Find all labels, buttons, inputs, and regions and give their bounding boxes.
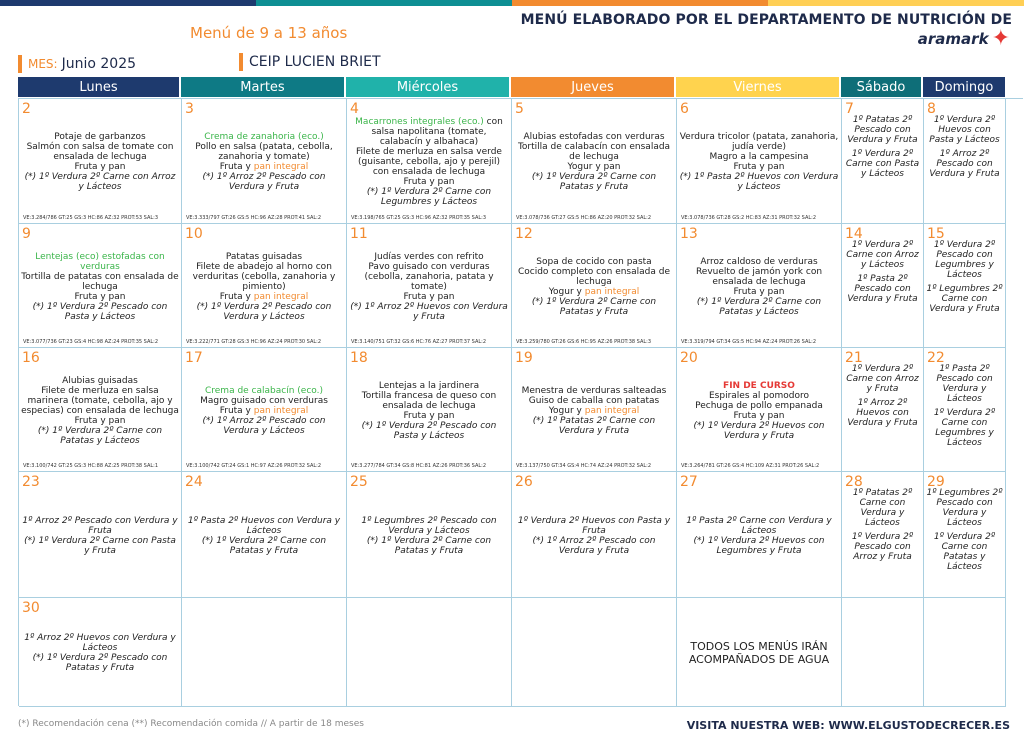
nutrition-info: VE:3.284/786 GT:25 GS:3 HC:86 AZ:32 PROT:53 SAL:3 bbox=[23, 215, 159, 221]
weekend-lunch: 1º Pasta 2º Pescado con Verdura y Lácteos bbox=[936, 364, 993, 404]
nutrition-info: VE:3.222/771 GT:28 GS:3 HC:96 AZ:24 PROT:30 SAL:2 bbox=[186, 339, 322, 345]
day-cell bbox=[677, 99, 842, 224]
dessert: Fruta y pan bbox=[74, 291, 126, 302]
dinner-recommendation: (*) 1º Verdura 2º Carne con Patatas y Lácteos bbox=[37, 425, 163, 446]
nutrition-info: VE:3.140/751 GT:32 GS:6 HC:76 AZ:27 PROT:37 SAL:2 bbox=[351, 339, 487, 345]
weekend-lunch: 1º Verdura 2º Pescado con Legumbres y Lácteos bbox=[933, 240, 996, 280]
dinner-recommendation: (*) 1º Verdura 2º Carne con Pasta y Fruta bbox=[24, 535, 176, 556]
footer-legend: (*) Recomendación cena (**) Recomendación comida // A partir de 18 meses bbox=[18, 719, 364, 729]
dessert: Fruta y pan bbox=[733, 410, 785, 421]
weekend-lunch: 1º Patatas 2º Pescado con Verdura y Fruta bbox=[847, 115, 918, 145]
weekend-dinner: 1º Legumbres 2º Carne con Verdura y Fruta bbox=[926, 284, 1003, 314]
second-course: Tortilla de calabacín con ensalada de lechuga bbox=[517, 142, 671, 162]
dinner-recommendation: (*) 1º Verdura 2º Huevos con Legumbres y Fruta bbox=[693, 535, 825, 556]
day-cell bbox=[512, 224, 677, 348]
second-course: Pollo en salsa (patata, cebolla, zanahoria y tomate) bbox=[195, 142, 333, 162]
first-course bbox=[349, 117, 509, 147]
day-sabado: Sábado bbox=[841, 77, 921, 97]
month-value: Junio 2025 bbox=[61, 56, 137, 72]
day-cell bbox=[182, 348, 347, 472]
menu-calendar bbox=[18, 98, 1023, 706]
day-number: 20 bbox=[680, 350, 698, 366]
day-cell bbox=[512, 99, 677, 224]
weekend-cell bbox=[842, 472, 924, 598]
dessert bbox=[549, 406, 640, 416]
second-course: Filete de merluza en salsa verde (guisante, cebolla, ajo y perejil) con ensalada de lechuga bbox=[356, 147, 502, 177]
second-course: Magro guisado con verduras bbox=[200, 395, 328, 406]
weekend-cell bbox=[842, 348, 924, 472]
day-number: 29 bbox=[927, 474, 945, 490]
nutrition-info: VE:3.078/736 GT:27 GS:5 HC:86 AZ:20 PROT:32 SAL:2 bbox=[516, 215, 652, 221]
day-number: 24 bbox=[185, 474, 203, 490]
dinner-recommendation: (*) 1º Arroz 2º Pescado con Verdura y Lácteos bbox=[202, 415, 326, 436]
dinner-recommendation: (*) 1º Verdura 2º Carne con Patatas y Fruta bbox=[531, 172, 657, 192]
day-number: 11 bbox=[350, 226, 368, 242]
nutrition-info: VE:3.100/742 GT:25 GS:3 HC:88 AZ:25 PROT:38 SAL:1 bbox=[23, 463, 159, 469]
day-cell bbox=[347, 224, 512, 348]
water-note: TODOS LOS MENÚS IRÁN ACOMPAÑADOS DE AGUA bbox=[688, 640, 830, 666]
first-course: Arroz caldoso de verduras bbox=[700, 256, 818, 267]
weekend-dinner: 1º Pasta 2º Pescado con Verdura y Fruta bbox=[847, 274, 918, 304]
first-course: Judías verdes con refrito bbox=[374, 251, 484, 262]
first-course: Alubias guisadas bbox=[62, 375, 138, 386]
day-number: 10 bbox=[185, 226, 203, 242]
day-number: 5 bbox=[515, 101, 524, 117]
dinner-recommendation: (*) 1º Verdura 2º Carne con Patatas y Fruta bbox=[201, 535, 327, 556]
dessert: Fruta y pan bbox=[403, 291, 455, 302]
empty-cell bbox=[512, 598, 677, 707]
dinner-recommendation: (*) 1º Verdura 2º Carne con Patatas y Fruta bbox=[531, 296, 657, 317]
first-course: Sopa de cocido con pasta bbox=[536, 256, 652, 267]
strip-segment bbox=[512, 0, 768, 6]
empty-cell bbox=[924, 598, 1006, 707]
first-course: Lentejas a la jardinera bbox=[378, 380, 480, 391]
second-course: Revuelto de jamón york con ensalada de lechuga bbox=[695, 266, 823, 287]
day-cell bbox=[512, 348, 677, 472]
first-course: Menestra de verduras salteadas bbox=[521, 385, 667, 396]
dessert: Fruta y pan bbox=[733, 162, 785, 172]
day-number: 26 bbox=[515, 474, 533, 490]
lunch-recommendation: 1º Pasta 2º Huevos con Verdura y Lácteos bbox=[187, 515, 341, 536]
dessert: Yogur y pan bbox=[567, 162, 621, 172]
brand-logo bbox=[917, 26, 1010, 51]
day-cell bbox=[182, 99, 347, 224]
day-number: 25 bbox=[350, 474, 368, 490]
day-cell bbox=[19, 224, 182, 348]
dinner-recommendation: (*) 1º Verdura 2º Carne con Patatas y Lácteos bbox=[696, 296, 822, 317]
weekend-lunch: 1º Patatas 2º Carne con Verdura y Lácteos bbox=[852, 488, 913, 528]
nutrition-info: VE:3.264/781 GT:26 GS:4 HC:109 AZ:31 PROT:26 SAL:2 bbox=[681, 463, 820, 469]
nutrition-info: VE:3.333/797 GT:26 GS:5 HC:96 AZ:28 PROT:41 SAL:2 bbox=[186, 215, 322, 221]
dessert-text: Fruta y bbox=[219, 405, 251, 416]
dinner-recommendation: (*) 1º Verdura 2º Pescado con Patatas y Fruta bbox=[32, 653, 168, 673]
dessert-text: Fruta y bbox=[219, 291, 251, 302]
day-number: 7 bbox=[845, 101, 854, 117]
nutrition-info: VE:3.100/742 GT:24 GS:1 HC:97 AZ:26 PROT:32 SAL:2 bbox=[186, 463, 322, 469]
weekday-header bbox=[18, 77, 1023, 97]
day-number: 27 bbox=[680, 474, 698, 490]
bread-integral: pan integral bbox=[253, 291, 309, 302]
nutrition-info: VE:3.319/794 GT:34 GS:5 HC:94 AZ:24 PROT:26 SAL:2 bbox=[681, 339, 817, 345]
day-miercoles: Miércoles bbox=[346, 77, 509, 97]
dinner-recommendation: (*) 1º Verdura 2º Pescado con Pasta y Lácteos bbox=[361, 420, 497, 441]
lunch-recommendation: 1º Pasta 2º Carne con Verdura y Lácteos bbox=[686, 515, 832, 536]
nutrition-info: VE:3.277/784 GT:34 GS:8 HC:81 AZ:26 PROT:36 SAL:2 bbox=[351, 463, 487, 469]
day-cell bbox=[677, 472, 842, 598]
day-cell bbox=[347, 99, 512, 224]
first-course: Crema de calabacín (eco.) bbox=[204, 385, 323, 396]
weekend-dinner: 1º Verdura 2º Carne con Legumbres y Lácteos bbox=[933, 408, 996, 448]
day-number: 18 bbox=[350, 350, 368, 366]
dinner-recommendation: (*) 1º Arroz 2º Pescado con Verdura y Fruta bbox=[202, 172, 326, 192]
second-course: Pechuga de pollo empanada bbox=[695, 400, 823, 411]
water-note-cell bbox=[677, 598, 842, 707]
dinner-recommendation: (*) 1º Verdura 2º Huevos con Verdura y Fruta bbox=[693, 420, 825, 441]
day-domingo: Domingo bbox=[923, 77, 1005, 97]
strip-segment bbox=[256, 0, 512, 6]
day-number: 13 bbox=[680, 226, 698, 242]
day-number: 9 bbox=[22, 226, 31, 242]
second-course: Tortilla de patatas con ensalada de lechuga bbox=[21, 271, 179, 292]
day-number: 17 bbox=[185, 350, 203, 366]
second-course: Salmón con salsa de tomate con ensalada de lechuga bbox=[26, 142, 174, 162]
dinner-recommendation: (*) 1º Arroz 2º Huevos con Verdura y Fruta bbox=[350, 301, 508, 322]
top-color-strip bbox=[0, 0, 1024, 6]
end-of-term-label: FIN DE CURSO bbox=[723, 380, 795, 391]
first-course: Lentejas (eco) estofadas con verduras bbox=[35, 251, 165, 272]
lunch-recommendation: 1º Arroz 2º Pescado con Verdura y Fruta bbox=[22, 515, 178, 536]
day-martes: Martes bbox=[181, 77, 344, 97]
day-number: 21 bbox=[845, 350, 863, 366]
first-course: Potaje de garbanzos bbox=[54, 132, 146, 142]
dessert-text: Fruta y bbox=[219, 162, 251, 172]
day-cell bbox=[347, 348, 512, 472]
dinner-recommendation: (*) 1º Pasta 2º Huevos con Verdura y Lácteos bbox=[679, 172, 839, 192]
weekend-dinner: 1º Verdura 2º Pescado con Arroz y Fruta bbox=[851, 532, 914, 562]
age-title: Menú de 9 a 13 años bbox=[190, 24, 348, 42]
weekend-lunch: 1º Legumbres 2º Pescado con Verdura y Lácteos bbox=[926, 488, 1003, 528]
weekend-lunch: 1º Verdura 2º Carne con Arroz y Lácteos bbox=[846, 240, 919, 270]
weekend-dinner: 1º Arroz 2º Huevos con Verdura y Fruta bbox=[847, 398, 918, 428]
dessert bbox=[549, 287, 640, 297]
day-cell bbox=[677, 224, 842, 348]
dessert: Fruta y pan bbox=[733, 286, 785, 297]
nutrition-info: VE:3.198/765 GT:25 GS:3 HC:96 AZ:32 PROT:35 SAL:3 bbox=[351, 215, 487, 221]
bread-integral: pan integral bbox=[253, 162, 309, 172]
day-number: 12 bbox=[515, 226, 533, 242]
day-cell bbox=[19, 99, 182, 224]
weekend-dinner: 1º Verdura 2º Carne con Patatas y Lácteos bbox=[933, 532, 996, 572]
day-number: 3 bbox=[185, 101, 194, 117]
footer-website: VISITA NUESTRA WEB: WWW.ELGUSTODECRECER.ES bbox=[686, 719, 1010, 730]
dessert bbox=[220, 406, 309, 416]
star-icon: ✦ bbox=[991, 26, 1010, 51]
weekend-cell bbox=[924, 99, 1006, 224]
brand-title: MENÚ ELABORADO POR EL DEPARTAMENTO DE NUTRICIÓN DE bbox=[520, 12, 1012, 28]
weekend-cell bbox=[842, 224, 924, 348]
nutrition-info: VE:3.078/736 GT:28 GS:2 HC:83 AZ:31 PROT:32 SAL:2 bbox=[681, 215, 817, 221]
dessert: Fruta y pan bbox=[403, 410, 455, 421]
weekend-lunch: 1º Verdura 2º Carne con Arroz y Fruta bbox=[846, 364, 919, 394]
weekend-cell bbox=[924, 348, 1006, 472]
day-cell bbox=[677, 348, 842, 472]
dinner-recommendation: (*) 1º Arroz 2º Pescado con Verdura y Fruta bbox=[532, 535, 656, 556]
dessert bbox=[220, 162, 309, 172]
first-course: Alubias estofadas con verduras bbox=[523, 132, 665, 142]
day-number: 14 bbox=[845, 226, 863, 242]
second-course: Tortilla francesa de queso con ensalada de lechuga bbox=[361, 390, 497, 411]
day-jueves: Jueves bbox=[511, 77, 674, 97]
second-course: Cocido completo con ensalada de lechuga bbox=[517, 266, 670, 287]
day-number: 4 bbox=[350, 101, 359, 117]
weekend-cell bbox=[924, 472, 1006, 598]
dinner-recommendation: (*) 1º Verdura 2º Carne con Patatas y Fruta bbox=[366, 535, 492, 556]
first-course: Patatas guisadas bbox=[225, 251, 303, 262]
lunch-recommendation: 1º Arroz 2º Huevos con Verdura y Lácteos bbox=[24, 633, 176, 653]
dinner-recommendation: (*) 1º Verdura 2º Pescado con Pasta y Lácteos bbox=[32, 301, 168, 322]
second-course: Pavo guisado con verduras (cebolla, zanahoria, patata y tomate) bbox=[364, 261, 494, 292]
month-field bbox=[18, 55, 233, 73]
dinner-recommendation: (*) 1º Verdura 2º Carne con Legumbres y Lácteos bbox=[366, 187, 492, 207]
dessert: Fruta y pan bbox=[74, 415, 126, 426]
weekend-cell bbox=[924, 224, 1006, 348]
dessert: Fruta y pan bbox=[403, 177, 455, 187]
day-cell bbox=[512, 472, 677, 598]
day-number: 2 bbox=[22, 101, 31, 117]
first-course: Espirales al pomodoro bbox=[709, 390, 809, 401]
day-number: 15 bbox=[927, 226, 945, 242]
first-course: Verdura tricolor (patata, zanahoria, judía verde) bbox=[679, 132, 839, 152]
dinner-recommendation: (*) 1º Verdura 2º Carne con Arroz y Lácteos bbox=[24, 172, 176, 192]
first-course-rest: con salsa napolitana (tomate, calabacín y albahaca) bbox=[371, 117, 503, 147]
day-cell bbox=[19, 472, 182, 598]
bread-integral: pan integral bbox=[253, 405, 309, 416]
strip-segment bbox=[0, 0, 256, 6]
day-cell bbox=[19, 598, 182, 707]
weekend-dinner: 1º Verdura 2º Carne con Pasta y Lácteos bbox=[845, 149, 920, 179]
school-name: CEIP LUCIEN BRIET bbox=[239, 53, 381, 71]
empty-cell bbox=[347, 598, 512, 707]
day-number: 16 bbox=[22, 350, 40, 366]
second-course: Magro a la campesina bbox=[709, 152, 809, 162]
dessert: Fruta y pan bbox=[74, 162, 126, 172]
empty-cell bbox=[842, 598, 924, 707]
month-label: MES: bbox=[28, 57, 58, 71]
empty-cell bbox=[182, 598, 347, 707]
nutrition-info: VE:3.259/780 GT:26 GS:6 HC:95 AZ:26 PROT:38 SAL:3 bbox=[516, 339, 652, 345]
weekend-cell bbox=[842, 99, 924, 224]
day-number: 23 bbox=[22, 474, 40, 490]
dinner-recommendation: (*) 1º Patatas 2º Carne con Verdura y Fruta bbox=[532, 415, 656, 436]
weekend-lunch: 1º Verdura 2º Huevos con Pasta y Lácteos bbox=[929, 115, 1000, 145]
second-course: Filete de merluza en salsa marinera (tomate, cebolla, ajo y especias) con ensalada de lechuga bbox=[21, 385, 179, 416]
bread-integral: pan integral bbox=[584, 405, 640, 416]
dinner-recommendation: (*) 1º Verdura 2º Pescado con Verdura y Lácteos bbox=[196, 301, 332, 322]
nutrition-info: VE:3.077/736 GT:23 GS:4 HC:98 AZ:24 PROT:35 SAL:2 bbox=[23, 339, 159, 345]
first-course-eco: Macarrones integrales (eco.) bbox=[355, 117, 484, 127]
nutrition-info: VE:3.137/750 GT:34 GS:4 HC:74 AZ:24 PROT:32 SAL:2 bbox=[516, 463, 652, 469]
day-number: 6 bbox=[680, 101, 689, 117]
bread-integral: pan integral bbox=[584, 286, 640, 297]
lunch-recommendation: 1º Legumbres 2º Pescado con Verdura y Lácteos bbox=[361, 515, 497, 536]
strip-segment bbox=[768, 0, 1024, 6]
day-number: 19 bbox=[515, 350, 533, 366]
day-cell bbox=[182, 472, 347, 598]
day-cell bbox=[182, 224, 347, 348]
dessert-text: Yogur y bbox=[548, 405, 582, 416]
brand-logo-text: aramark bbox=[917, 30, 989, 48]
day-cell bbox=[347, 472, 512, 598]
day-number: 22 bbox=[927, 350, 945, 366]
day-cell bbox=[19, 348, 182, 472]
dessert bbox=[220, 292, 309, 302]
day-number: 30 bbox=[22, 600, 40, 616]
second-course: Guiso de caballa con patatas bbox=[528, 395, 660, 406]
dessert-text: Yogur y bbox=[548, 286, 582, 297]
day-viernes: Viernes bbox=[676, 77, 839, 97]
second-course: Filete de abadejo al horno con verduritas (cebolla, zanahoria y pimiento) bbox=[192, 261, 336, 292]
day-number: 28 bbox=[845, 474, 863, 490]
first-course: Crema de zanahoria (eco.) bbox=[204, 132, 324, 142]
lunch-recommendation: 1º Verdura 2º Huevos con Pasta y Fruta bbox=[517, 515, 671, 536]
weekend-dinner: 1º Arroz 2º Pescado con Verdura y Fruta bbox=[929, 149, 1000, 179]
day-number: 8 bbox=[927, 101, 936, 117]
day-lunes: Lunes bbox=[18, 77, 179, 97]
